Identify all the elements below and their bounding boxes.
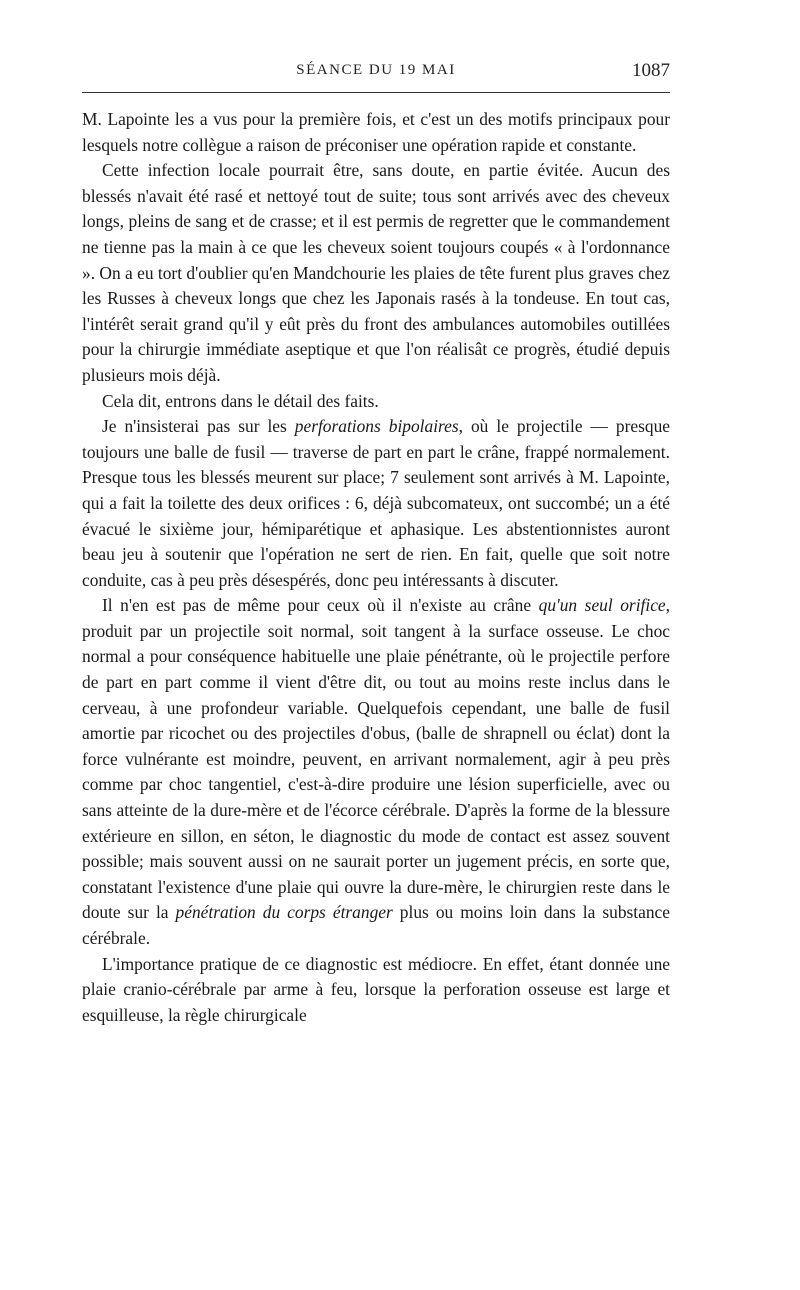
paragraph (82, 593, 670, 951)
italic-phrase: pénétration du corps étranger (175, 902, 393, 923)
body-text (82, 107, 670, 1028)
italic-phrase: perforations bipolaires (294, 416, 459, 437)
paragraph (82, 389, 670, 415)
paragraph (82, 107, 670, 158)
page-header (82, 58, 670, 93)
text-run: plus ou moins loin dans la substance cérébrale. (82, 902, 670, 948)
running-head: SÉANCE DU 19 MAI (296, 62, 456, 78)
text-run: Je n'insisterai pas sur les (102, 416, 295, 437)
text-run: , où le projectile — presque toujours une balle de fusil — traverse de part en part le crâne, frappé normalement. Presque tous les blessés meurent sur place; 7 seulement sont arrivés à M. Lapointe, qui a fait la toilette des deux orifices : 6, déjà subcomateux, ont succombé; un a été évacué le sixième jour, hémiparétique et aphasique. Les abstentionnistes auront beau jeu à soutenir que l'opération ne sert de rien. En fait, quelle que soit notre conduite, cas à peu près désespérés, donc peu intéressants à discuter. (82, 416, 670, 590)
paragraph (82, 158, 670, 388)
text-run: Cela dit, entrons dans le détail des faits. (102, 390, 379, 411)
text-run: , produit par un projectile soit normal, soit tangent à la surface osseuse. Le choc normal a pour conséquence habituelle une plaie pénétrante, où le projectile perfore de part en part comme il vient d'être dit, ou tout au moins reste inclus dans le cerveau, à une profondeur variable. Quelquefois cependant, une balle de fusil amortie par ricochet ou des projectiles d'obus, (balle de shrapnell ou éclat) dont la force vulnérante est moindre, peuvent, en arrivant normalement, agir à peu près comme par choc tangentiel, c'est-à-dire produire une lésion superficielle, avec ou sans atteinte de la dure-mère et de l'écorce cérébrale. D'après la forme de la blessure extérieure en sillon, en séton, le diagnostic du mode de contact est assez souvent possible; mais souvent aussi on ne saurait porter un jugement précis, en sorte que, constatant l'existence d'une plaie qui ouvre la dure-mère, le chirurgien reste dans le doute sur la (82, 595, 670, 923)
text-run: L'importance pratique de ce diagnostic est médiocre. En effet, étant donnée une plaie cranio-cérébrale par arme à feu, lorsque la perforation osseuse est large et esquilleuse, la règle chirurgicale (82, 953, 670, 1025)
paragraph (82, 414, 670, 593)
italic-phrase: qu'un seul orifice (538, 595, 666, 616)
journal-page (82, 58, 670, 1028)
text-run: M. Lapointe les a vus pour la première fois, et c'est un des motifs principaux pour lesquels notre collègue a raison de préconiser une opération rapide et constante. (82, 109, 670, 155)
text-run: Il n'en est pas de même pour ceux où il n'existe au crâne (102, 595, 539, 616)
text-run: Cette infection locale pourrait être, sans doute, en partie évitée. Aucun des blessés n'avait été rasé et nettoyé tout de suite; tous sont arrivés avec des cheveux longs, pleins de sang et de crasse; et il est permis de regretter que le commandement ne tienne pas la main à ce que les cheveux soient toujours coupés « à l'ordonnance ». On a eu tort d'oublier qu'en Mandchourie les plaies de tête furent plus graves chez les Russes à cheveux longs que chez les Japonais rasés à la tondeuse. En tout cas, l'intérêt serait grand qu'il y eût près du front des ambulances automobiles outillées pour la chirurgie immédiate aseptique et que l'on réalisât ce progrès, étudié depuis plusieurs mois déjà. (82, 160, 670, 385)
page-number: 1087 (632, 60, 670, 81)
paragraph (82, 952, 670, 1029)
